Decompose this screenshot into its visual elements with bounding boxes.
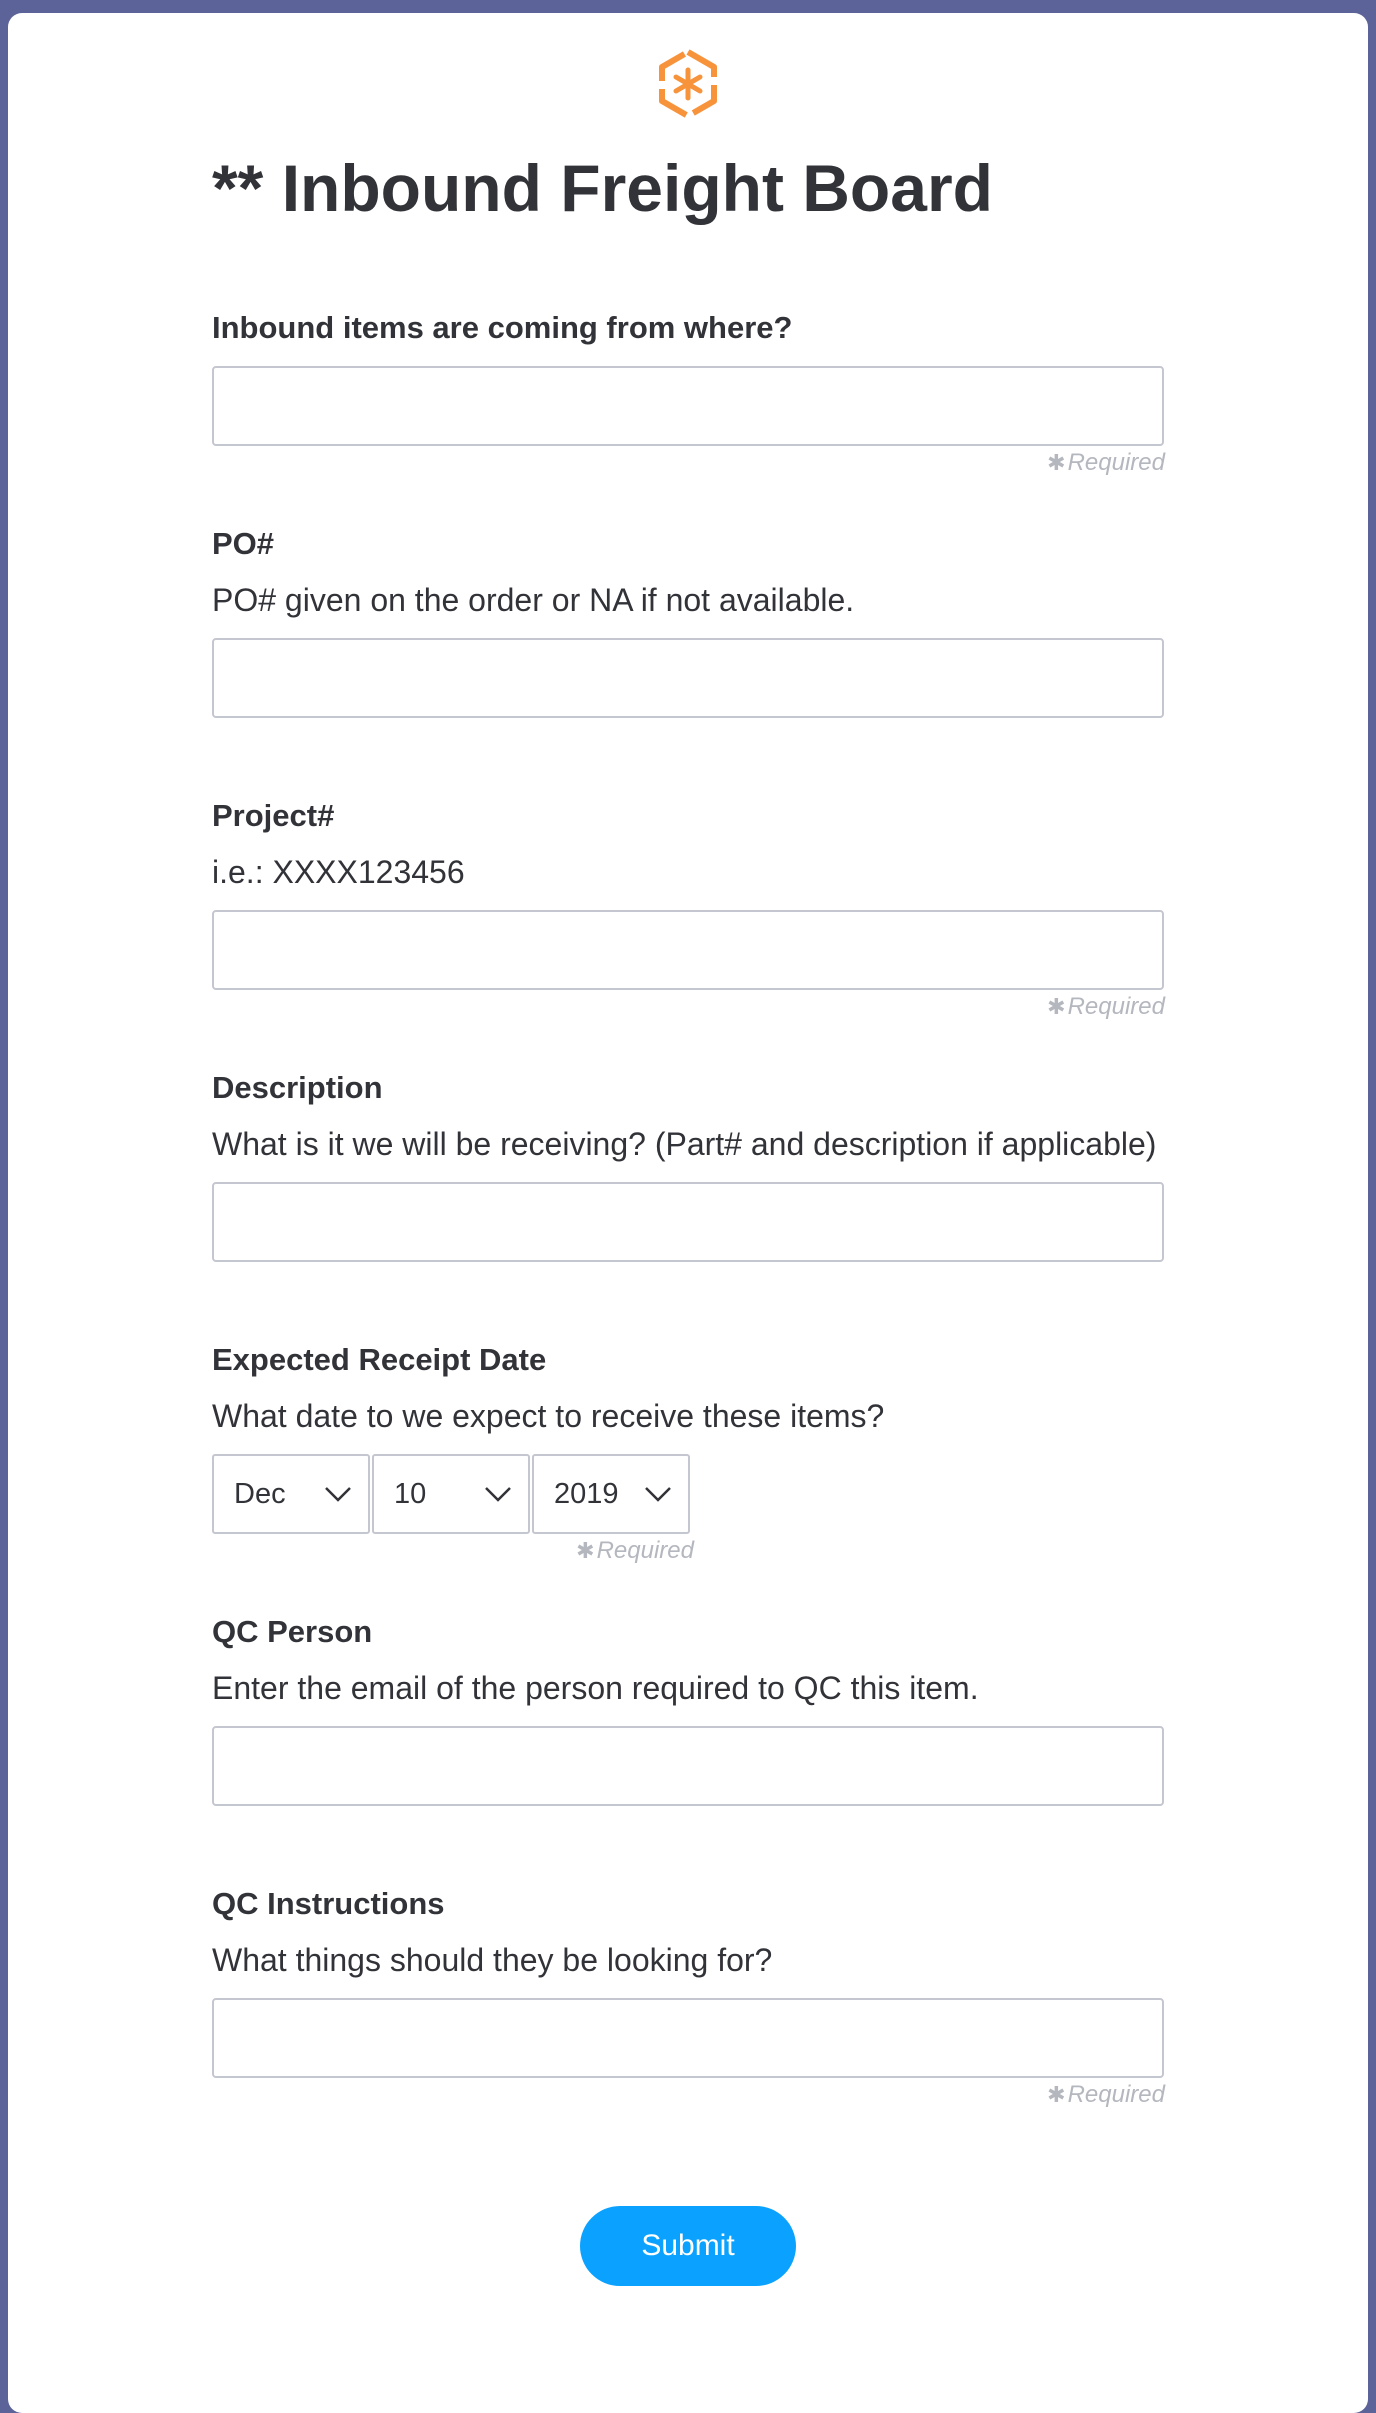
project-description: i.e.: XXXX123456: [212, 854, 465, 890]
origin-required-note: ✱Required: [1047, 449, 1165, 476]
description-label: Description: [212, 1070, 383, 1105]
qc-instructions-required-note: ✱Required: [1047, 2081, 1165, 2108]
project-label: Project#: [212, 798, 335, 833]
month-select[interactable]: [212, 1454, 370, 1534]
project-required-note: ✱Required: [1047, 993, 1165, 1020]
qc-instructions-label: QC Instructions: [212, 1886, 445, 1921]
required-star-icon: ✱: [1047, 2082, 1066, 2107]
receipt-date-label: Expected Receipt Date: [212, 1342, 547, 1377]
required-star-icon: ✱: [1047, 994, 1066, 1019]
qc-person-input[interactable]: [212, 1726, 1164, 1806]
po-description: PO# given on the order or NA if not available.: [212, 582, 855, 618]
description-description: What is it we will be receiving? (Part# and description if applicable): [212, 1126, 1157, 1162]
form-title: ** Inbound Freight Board: [212, 151, 993, 225]
receipt-date-required-note: ✱Required: [576, 1537, 694, 1564]
qc-person-label: QC Person: [212, 1614, 373, 1649]
year-select[interactable]: [532, 1454, 690, 1534]
day-select[interactable]: [372, 1454, 530, 1534]
qc-instructions-description: What things should they be looking for?: [212, 1942, 773, 1978]
qc-person-description: Enter the email of the person required to QC this item.: [212, 1670, 979, 1706]
month-value: Dec: [234, 1478, 286, 1510]
po-label: PO#: [212, 526, 275, 561]
receipt-date-description: What date to we expect to receive these items?: [212, 1398, 885, 1434]
chevron-down-icon: [644, 1486, 672, 1502]
required-star-icon: ✱: [1047, 450, 1066, 475]
form-logo-icon: [656, 48, 720, 120]
day-value: 10: [394, 1478, 427, 1510]
description-input[interactable]: [212, 1182, 1164, 1262]
project-input[interactable]: [212, 910, 1164, 990]
submit-button[interactable]: Submit: [580, 2206, 796, 2286]
po-input[interactable]: [212, 638, 1164, 718]
chevron-down-icon: [324, 1486, 352, 1502]
origin-input[interactable]: [212, 366, 1164, 446]
origin-label: Inbound items are coming from where?: [212, 310, 793, 345]
required-star-icon: ✱: [576, 1538, 595, 1563]
year-value: 2019: [554, 1478, 619, 1510]
qc-instructions-input[interactable]: [212, 1998, 1164, 2078]
chevron-down-icon: [484, 1486, 512, 1502]
